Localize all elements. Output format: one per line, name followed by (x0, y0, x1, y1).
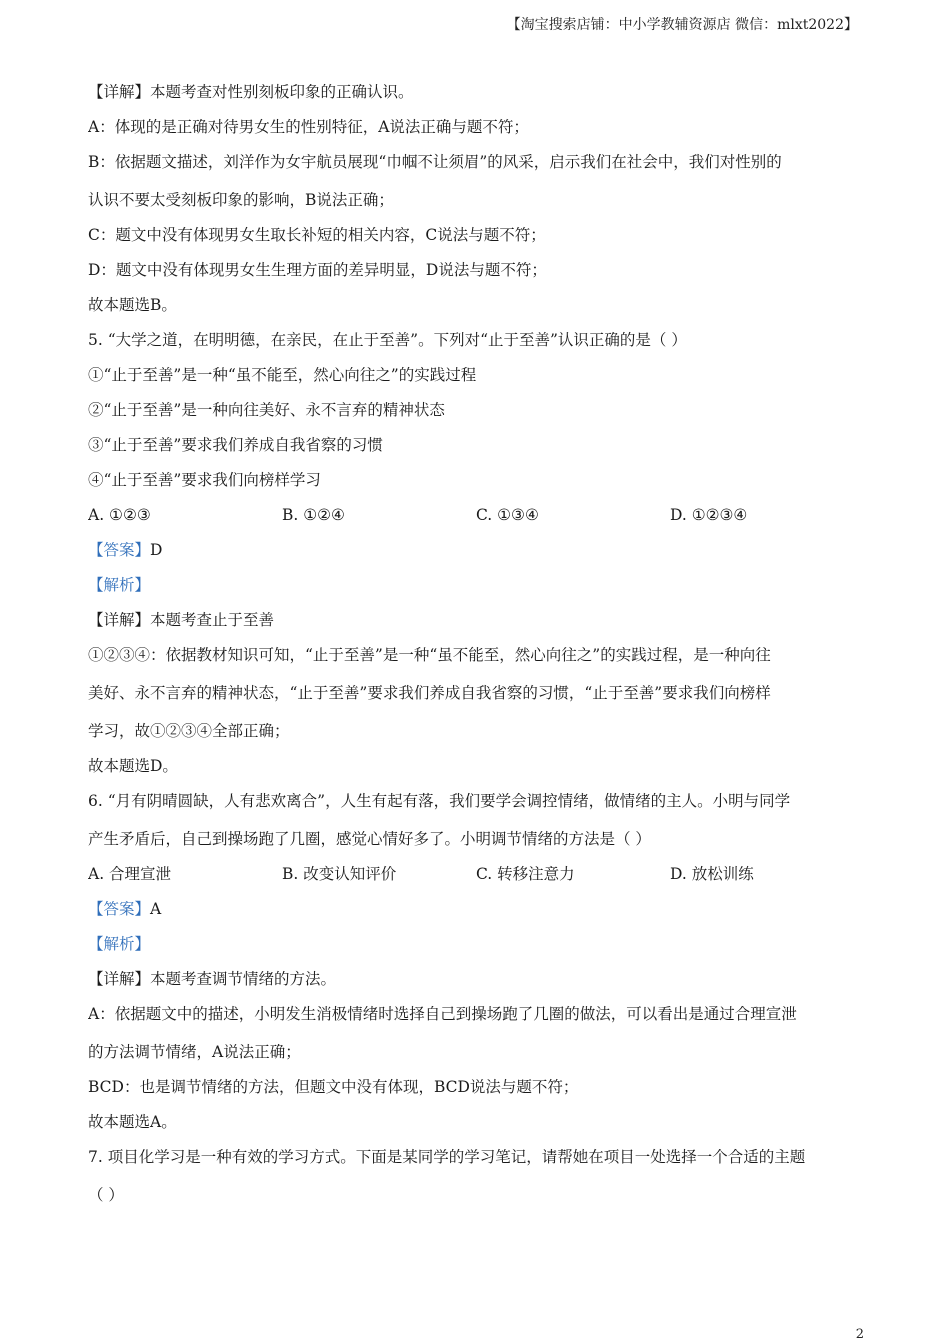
q4-detail-title: 【详解】本题考查对性别刻板印象的正确认识。 (88, 83, 414, 101)
q6-stem-line2: 产生矛盾后，自己到操场跑了几圈，感觉心情好多了。小明调节情绪的方法是（ ） (88, 830, 651, 848)
q6-option-a-analysis-line2: 的方法调节情绪，A说法正确； (88, 1043, 301, 1061)
q5-item-2: ②“止于至善”是一种向往美好、永不言弃的精神状态 (88, 401, 445, 419)
q4-option-a-analysis: A：体现的是正确对待男女生的性别特征，A说法正确与题不符； (88, 118, 529, 136)
q5-item-1: ①“止于至善”是一种“虽不能至，然心向往之”的实践过程 (88, 366, 477, 384)
q6-option-b: B. 改变认知评价 (282, 865, 397, 883)
q5-detail-line3: 学习，故①②③④全部正确； (88, 722, 290, 740)
q6-answer (88, 897, 868, 921)
page-number: 2 (855, 1327, 864, 1342)
q7-stem-line2: （ ） (88, 1186, 124, 1204)
q5-conclusion: 故本题选D。 (88, 757, 178, 775)
q5-analysis-label: 【解析】 (88, 576, 151, 594)
q5-options (88, 503, 868, 527)
q6-analysis-label: 【解析】 (88, 935, 151, 953)
q7-stem-line1: 7. 项目化学习是一种有效的学习方式。下面是某同学的学习笔记，请帮她在项目一处选择一个合适的主题 (88, 1148, 806, 1166)
q6-answer-value: A (150, 900, 162, 918)
q6-option-c: C. 转移注意力 (476, 865, 575, 883)
q5-detail-title: 【详解】本题考查止于至善 (88, 611, 275, 629)
q6-detail-title: 【详解】本题考查调节情绪的方法。 (88, 970, 337, 988)
q5-item-3: ③“止于至善”要求我们养成自我省察的习惯 (88, 436, 383, 454)
q5-detail-line1: ①②③④：依据教材知识可知，“止于至善”是一种“虽不能至，然心向往之”的实践过程，是一种向往 (88, 646, 771, 664)
q5-answer-label: 【答案】 (88, 541, 151, 559)
q4-conclusion: 故本题选B。 (88, 296, 177, 314)
q6-option-bcd-analysis: BCD：也是调节情绪的方法，但题文中没有体现，BCD说法与题不符； (88, 1078, 579, 1096)
q6-option-d: D. 放松训练 (670, 865, 754, 883)
q4-option-c-analysis: C：题文中没有体现男女生取长补短的相关内容，C说法与题不符； (88, 226, 546, 244)
q5-detail-line2: 美好、永不言弃的精神状态，“止于至善”要求我们养成自我省察的习惯，“止于至善”要求我们向榜样 (88, 684, 771, 702)
q4-option-b-analysis-line1: B：依据题文描述，刘洋作为女宇航员展现“巾帼不让须眉”的风采，启示我们在社会中，我们对性别的 (88, 153, 782, 171)
q6-stem-line1: 6. “月有阴晴圆缺，人有悲欢离合”，人生有起有落，我们要学会调控情绪，做情绪的主人。小明与同学 (88, 792, 791, 810)
q5-answer (88, 538, 868, 562)
q5-option-d: D. ①②③④ (670, 506, 748, 524)
q6-conclusion: 故本题选A。 (88, 1113, 177, 1131)
q6-options (88, 862, 868, 886)
q4-option-d-analysis: D：题文中没有体现男女生生理方面的差异明显，D说法与题不符； (88, 261, 547, 279)
q5-option-b: B. ①②④ (282, 506, 345, 524)
document-body (88, 80, 868, 1207)
q5-answer-value: D (150, 541, 163, 559)
q5-stem: 5. “大学之道，在明明德，在亲民，在止于至善”。下列对“止于至善”认识正确的是（ ） (88, 331, 687, 349)
q5-item-4: ④“止于至善”要求我们向榜样学习 (88, 471, 321, 489)
q4-option-b-analysis-line2: 认识不要太受刻板印象的影响，B说法正确； (88, 191, 394, 209)
q5-option-c: C. ①③④ (476, 506, 539, 524)
q6-option-a-analysis-line1: A：依据题文中的描述，小明发生消极情绪时选择自己到操场跑了几圈的做法，可以看出是通过合理宣泄 (88, 1005, 797, 1023)
page-header: 【淘宝搜索店铺：中小学教辅资源店 微信：mlxt2022】 (506, 17, 858, 33)
q6-option-a: A. 合理宣泄 (88, 865, 172, 883)
q5-option-a: A. ①②③ (88, 506, 151, 524)
q6-answer-label: 【答案】 (88, 900, 151, 918)
